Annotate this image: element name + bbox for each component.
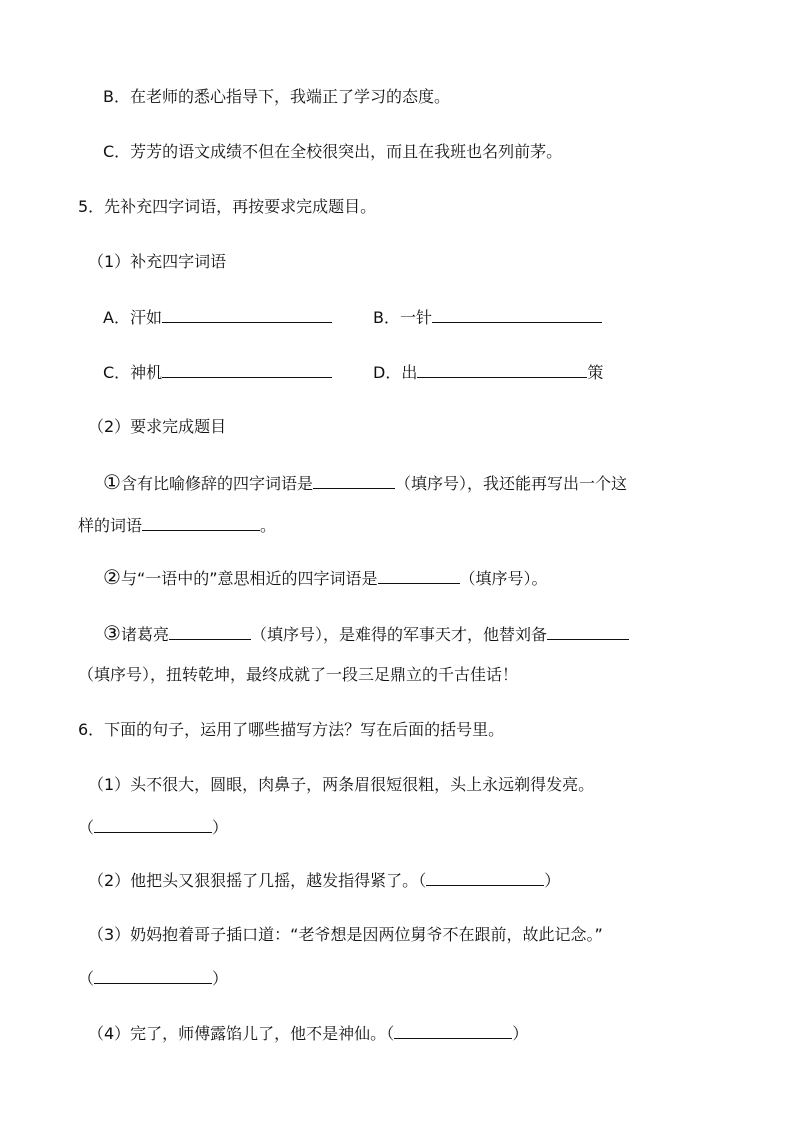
q5-item-3-text: 诸葛亮 bbox=[120, 625, 169, 644]
q5-item-1-cont-text: 样的词语 bbox=[78, 516, 143, 535]
q6-answer-2-blank[interactable] bbox=[426, 869, 544, 886]
q6-sentence-3-text: （3）奶妈抱着哥子插口道：“老爷想是因两位舅爷不在跟前，故此记念。” bbox=[88, 925, 603, 944]
q5-option-a bbox=[103, 306, 332, 329]
q5-item-2-blank[interactable] bbox=[378, 567, 460, 584]
q6-answer-1-blank[interactable] bbox=[94, 816, 212, 833]
q5-item-2-end: （填序号）。 bbox=[459, 569, 548, 588]
q6-sentence-1-text: （1）头不很大，圆眼，肉鼻子，两条眉很短很粗，头上永远剃得发亮。 bbox=[88, 775, 595, 794]
paren-open: （ bbox=[78, 969, 95, 988]
q5-item-1 bbox=[103, 471, 627, 495]
q5-item-3-blank[interactable] bbox=[169, 623, 251, 640]
paren-close: ） bbox=[212, 969, 229, 988]
q5-item-1-blank[interactable] bbox=[313, 472, 395, 489]
q5-item-1-mid: （填序号），我还能再写出一个这 bbox=[394, 474, 627, 493]
q5-item-1-end: 。 bbox=[260, 516, 277, 535]
q5-item-3-cont bbox=[78, 664, 518, 686]
q6-answer-4-blank[interactable] bbox=[394, 1022, 512, 1039]
q5-item-2-text: 与“一语中的”意思相近的四字词语是 bbox=[120, 569, 378, 588]
q6-sentence-2-text: （2）他把头又狠狠摇了几摇，越发指得紧了。 bbox=[88, 871, 419, 890]
q5-item-3 bbox=[103, 622, 629, 646]
question-6-title bbox=[78, 719, 504, 741]
circled-3-marker: ③ bbox=[103, 621, 121, 645]
q6-answer-3 bbox=[78, 967, 228, 990]
q6-sentence-3 bbox=[88, 924, 603, 946]
paren-close: ） bbox=[512, 1024, 529, 1043]
q5-option-d-blank[interactable] bbox=[417, 361, 587, 378]
q5-option-b bbox=[373, 306, 602, 329]
q5-option-c-text: C．神机 bbox=[103, 363, 163, 382]
q5-part2-label bbox=[88, 416, 226, 438]
q5-part1-label-text: （1）补充四字词语 bbox=[88, 252, 227, 271]
paren-open: （ bbox=[386, 1024, 395, 1043]
q5-option-d-suffix: 策 bbox=[587, 363, 604, 382]
q5-item-1-blank-2[interactable] bbox=[142, 514, 260, 531]
option-b-text: B．在老师的悉心指导下，我端正了学习的态度。 bbox=[103, 87, 450, 106]
q6-sentence-2 bbox=[88, 869, 560, 892]
circled-2-marker: ② bbox=[103, 565, 121, 589]
q6-sentence-4-text: （4）完了，师傅露馅儿了，他不是神仙。 bbox=[88, 1024, 387, 1043]
q6-sentence-4 bbox=[88, 1022, 528, 1045]
q5-option-c bbox=[103, 361, 332, 384]
q5-option-b-text: B．一针 bbox=[373, 308, 432, 327]
q6-answer-1 bbox=[78, 816, 228, 839]
q5-item-2 bbox=[103, 566, 548, 590]
paren-close: ） bbox=[212, 818, 229, 837]
q5-item-3-mid: （填序号），是难得的军事天才，他替刘备 bbox=[250, 625, 547, 644]
question-5-title-text: 5．先补充四字词语，再按要求完成题目。 bbox=[78, 197, 377, 216]
circled-1-marker: ① bbox=[103, 470, 121, 494]
paren-open: （ bbox=[418, 871, 427, 890]
q5-item-3-blank-2[interactable] bbox=[547, 623, 629, 640]
q5-item-1-cont bbox=[78, 514, 276, 537]
q5-option-a-text: A．汗如 bbox=[103, 308, 162, 327]
question-6-title-text: 6．下面的句子，运用了哪些描写方法？写在后面的括号里。 bbox=[78, 720, 505, 739]
q5-option-c-blank[interactable] bbox=[162, 361, 332, 378]
option-c-text: C．芳芳的语文成绩不但在全校很突出，而且在我班也名列前茅。 bbox=[103, 142, 563, 161]
paren-close: ） bbox=[544, 871, 561, 890]
q5-option-d bbox=[373, 361, 603, 384]
q5-option-a-blank[interactable] bbox=[162, 306, 332, 323]
q5-part2-label-text: （2）要求完成题目 bbox=[88, 417, 227, 436]
q5-item-1-text: 含有比喻修辞的四字词语是 bbox=[120, 474, 313, 493]
option-c bbox=[103, 141, 562, 163]
question-5-title bbox=[78, 196, 376, 218]
q6-sentence-1 bbox=[88, 774, 594, 796]
q5-option-d-text: D．出 bbox=[373, 363, 418, 382]
option-b bbox=[103, 86, 450, 108]
q5-option-b-blank[interactable] bbox=[432, 306, 602, 323]
q5-part1-label bbox=[88, 251, 226, 273]
q6-answer-3-blank[interactable] bbox=[94, 967, 212, 984]
paren-open: （ bbox=[78, 818, 95, 837]
q5-item-3-cont-text: （填序号），扭转乾坤，最终成就了一段三足鼎立的千古佳话！ bbox=[78, 665, 519, 684]
